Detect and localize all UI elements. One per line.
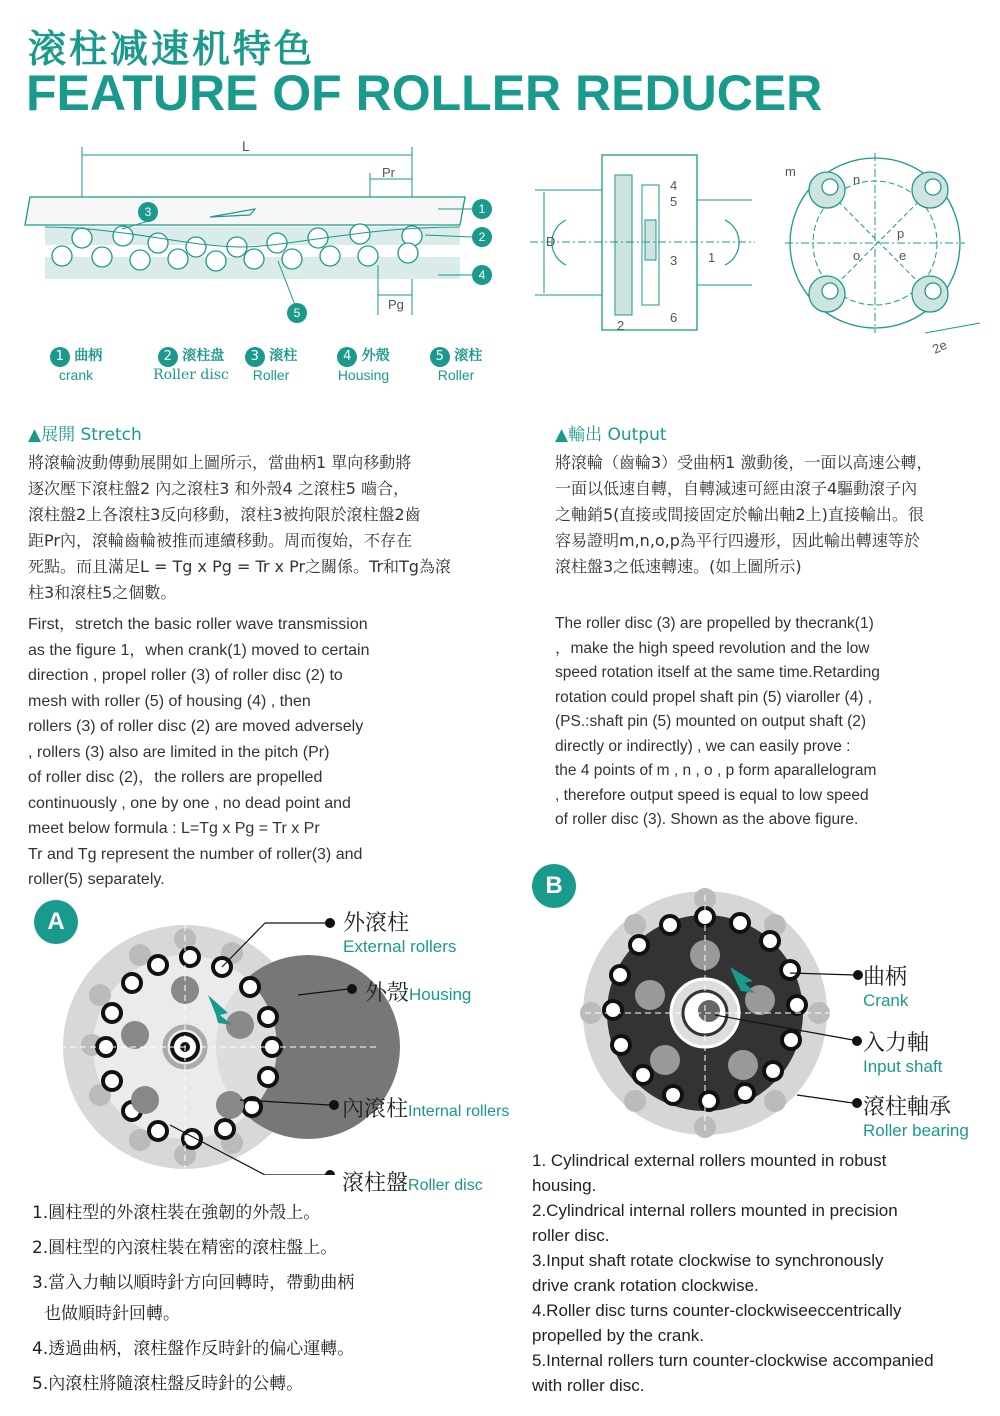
callout-d2-2: 2 <box>617 318 625 333</box>
label-Pg: Pg <box>388 297 404 312</box>
legend-item-roller-disc: 2 滚柱盘 Roller disc <box>153 348 229 383</box>
output-cn-text: 將滾輪（齒輪3）受曲柄1 激動後，一面以高速公轉， 一面以低速自轉，自轉減速可經由滾子4驅動滾子內 之軸銷5(直接或間接固定於輸出軸2上)直接輸出。很 容易證明m,n,o,p為平行四邊形，因此輸出轉速等於 滾柱盤3之低速轉速。(如上圖所示) <box>555 453 933 576</box>
figure-a-list: 1.圓柱型的外滾柱裝在強韌的外殼上。 2.圓柱型的內滾柱裝在精密的滾柱盤上。 3.當入力軸以順時針方向回轉時，帶動曲柄 也做順時針回轉。 4.透過曲柄，滾柱盤作反時針的偏心運轉。 5.內滾柱將隨滾柱盤反時針的公轉。 <box>32 1203 355 1394</box>
callout-roller-bearing: 滾柱軸承 Roller bearing <box>863 1095 969 1140</box>
callout-d2-6: 6 <box>670 310 678 325</box>
callout-1: 1 <box>478 202 486 216</box>
parallelogram-diagram <box>775 148 985 363</box>
cross-section-diagram <box>530 150 755 335</box>
callout-d2-5: 5 <box>670 194 678 209</box>
callout-3: 3 <box>144 205 152 219</box>
label-m: m <box>785 164 796 179</box>
figure-b-list: 1. Cylindrical external rollers mounted in robust housing. 2.Cylindrical internal rollers mounted in precision roller disc. 3.Input shaft rotate clockwise to synchronously drive crank rotation clockwise. 4.Roller disc turns counter-clockwiseeccentrically propelled by the crank. 5.Internal rollers turn counter-clockwise accompanied with roller disc. <box>532 1151 934 1395</box>
legend-item-housing: 4 外殻 Housing <box>337 348 390 383</box>
figure-b-illustration <box>575 885 875 1145</box>
stretch-diagram <box>20 135 500 330</box>
callout-crank: 曲柄 Crank <box>863 965 909 1010</box>
label-L: L <box>242 138 250 154</box>
callout-5: 5 <box>293 306 301 320</box>
figure-a-badge: A <box>34 900 78 944</box>
stretch-heading: ▲展開 Stretch <box>28 425 142 445</box>
label-D: D <box>546 234 556 249</box>
legend <box>36 345 486 389</box>
legend-item-roller-5: 5 滚柱 Roller <box>416 345 496 384</box>
figure-b-badge: B <box>532 864 576 908</box>
callout-d2-3: 3 <box>670 253 678 268</box>
callout-d2-4: 4 <box>670 178 678 193</box>
output-heading: ▲輸出 Output <box>555 425 667 445</box>
callout-4: 4 <box>478 268 486 282</box>
callout-external-rollers: 外滾柱 External rollers <box>343 911 457 956</box>
output-en-text: The roller disc (3) are propelled by thecrank(1) ，make the high speed revolution and the low speed rotation itself at the same time.Retarding rotation could propel shaft pin (5) viaroller (4) , (PS.:shaft pin (5) mounted on output shaft (2) directly or indirectly) , we can easily prove : the 4 points of m , n , o , p form aparallelogram , therefore output speed is equal to low speed of roller disc (3). Shown as the above figure. <box>555 615 880 828</box>
callout-internal-rollers: 內滾柱Internal rollers <box>342 1097 510 1122</box>
label-2e: 2e <box>929 337 950 357</box>
callout-d2-1: 1 <box>708 250 716 265</box>
callout-2: 2 <box>478 230 486 244</box>
callout-housing: 外殼Housing <box>365 981 472 1006</box>
label-e: e <box>899 248 907 263</box>
page-title-cn: 滚柱减速机特色 <box>28 27 316 71</box>
label-Pr: Pr <box>382 165 395 180</box>
label-p: p <box>897 226 905 241</box>
legend-item-crank: 1 曲柄 crank <box>36 345 116 384</box>
label-n: n <box>853 172 861 187</box>
callout-roller-disc: 滾柱盤Roller disc <box>342 1171 483 1196</box>
label-o: o <box>853 248 861 263</box>
legend-item-roller: 3 滚柱 Roller <box>231 345 311 384</box>
callout-input-shaft: 入力軸 Input shaft <box>863 1031 943 1076</box>
stretch-cn-text: 將滾輪波動傳動展開如上圖所示，當曲柄1 單向移動將 逐次壓下滾柱盤2 內之滾柱3 和外殼4 之滾柱5 嚙合， 滾柱盤2上各滾柱3反向移動，滾柱3被拘限於滾柱盤2齒 距Pr內，滾輪齒輪被推而連續移動。周而復始，不存在 死點。而且滿足L = Tg x Pg = Tr x Pr之關係。Tr和Tg為滾 柱3和滾柱5之個數。 <box>28 453 451 602</box>
stretch-en-text: First，stretch the basic roller wave transmission as the figure 1，when crank(1) moved to certain direction , propel roller (3) of roller disc (2) to mesh with roller (5) of housing (4) , then rollers (3) of roller disc (2) are moved adversely , rollers (3) also are limited in the pitch (Pr) of roller disc (2)，the rollers are propelled continuously , one by one , no dead point and meet below formula : L=Tg x Pg = Tr x Pr Tr and Tg represent the number of roller(3) and roller(5) separately. <box>28 616 370 888</box>
page-title-en: FEATURE OF ROLLER REDUCER <box>26 65 823 121</box>
